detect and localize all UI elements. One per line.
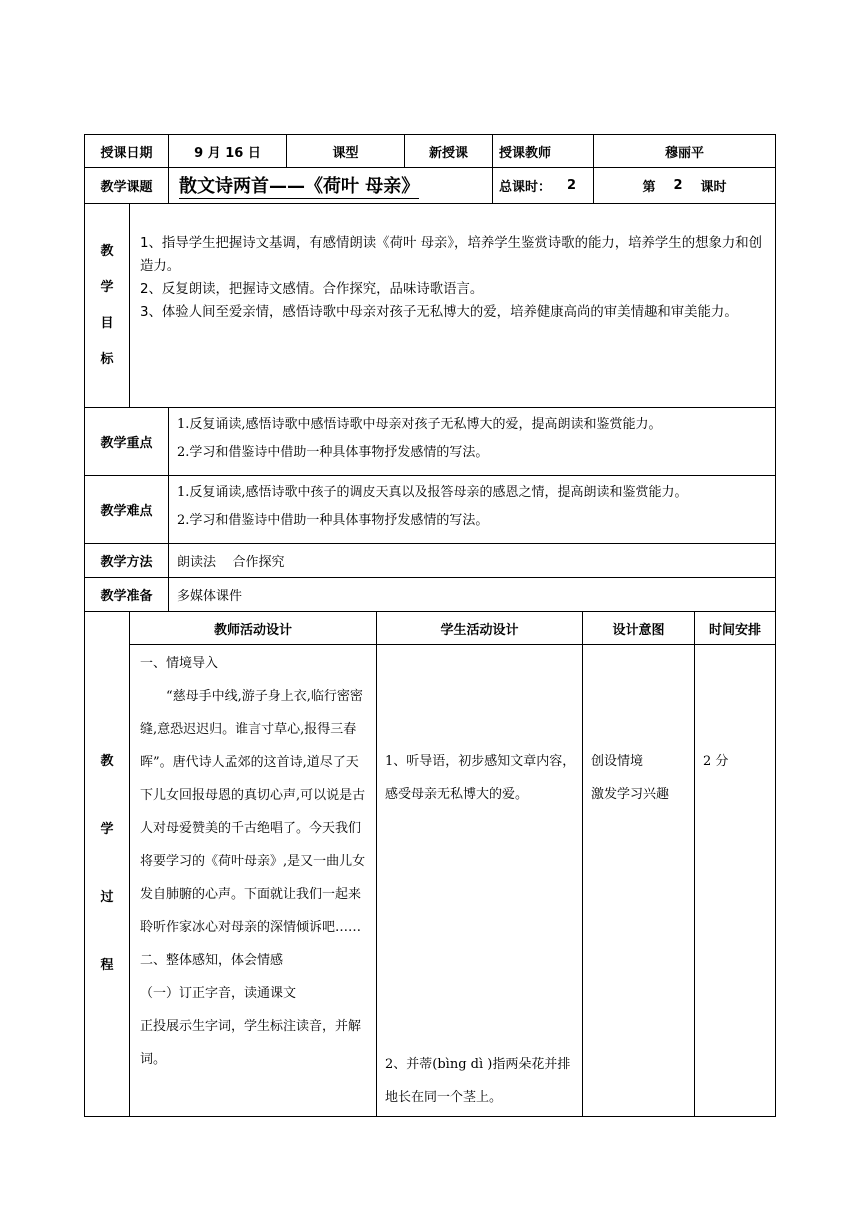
difficulties-label: 教学难点 — [85, 476, 169, 543]
topic-row — [84, 168, 776, 204]
teacher-value: 穆丽平 — [664, 145, 704, 161]
section-heading: 二、整体感知，体会情感 — [140, 953, 284, 968]
intent-line: 激发学习兴趣 — [591, 787, 670, 802]
design-intent — [583, 645, 695, 1116]
column-header: 时间安排 — [708, 622, 761, 638]
lesson-prefix: 第 — [642, 180, 656, 195]
objectives-row — [84, 204, 776, 408]
topic-title-cell — [169, 168, 493, 203]
key-point-item: 2.学习和借鉴诗中借助一种具体事物抒发感情的写法。 — [177, 445, 489, 460]
key-points-label: 教学重点 — [85, 408, 169, 475]
lesson-number-cell — [594, 168, 775, 203]
lesson-suffix: 课时 — [700, 180, 727, 195]
method-row — [84, 544, 776, 578]
process-label-char: 程 — [100, 958, 114, 973]
total-label: 总课时： — [499, 180, 552, 195]
objective-item: 3、体验人间至爱亲情，感悟诗歌中母亲对孩子无私博大的爱，培养健康高尚的审美情趣和审美能力。 — [140, 305, 738, 320]
column-header: 教师活动设计 — [130, 612, 377, 644]
total-value: 2 — [567, 178, 577, 193]
time-arrangement — [695, 645, 775, 1116]
process-header-row — [130, 612, 775, 645]
student-activity — [377, 645, 583, 1116]
student-item: 1、听导语，初步感知文章内容，感受母亲无私博大的爱。 — [385, 754, 576, 802]
difficulties-content — [169, 476, 775, 543]
process-content-row — [130, 645, 775, 1116]
subsection-text: 正投展示生字词，学生标注读音，并解词。 — [140, 1019, 362, 1067]
process-block — [84, 612, 776, 1117]
process-label-char: 学 — [100, 822, 114, 837]
method-label: 教学方法 — [85, 544, 169, 577]
date-value: 9 月 16 日 — [169, 135, 287, 167]
process-label — [85, 612, 130, 1116]
objectives-label-char: 学 — [100, 279, 114, 295]
objective-item: 1、指导学生把握诗文基调，有感情朗读《荷叶 母亲》，培养学生鉴赏诗歌的能力，培养学生的想象力和创造力。 — [140, 236, 763, 274]
type-label: 课型 — [287, 135, 405, 167]
type-value: 新授课 — [405, 135, 493, 167]
difficulties-row — [84, 476, 776, 544]
preparation-value: 多媒体课件 — [177, 589, 243, 604]
method-value: 朗读法 合作探究 — [177, 555, 285, 570]
topic-title: 散文诗两首——《荷叶 母亲》 — [179, 172, 419, 199]
date-label: 授课日期 — [85, 135, 169, 167]
objective-item: 2、反复朗读，把握诗文感情。合作探究，品味诗歌语言。 — [140, 282, 484, 297]
student-item: 2、并蒂(bìng dì )指两朵花并排地长在同一个茎上。 — [385, 1057, 571, 1105]
topic-label: 教学课题 — [85, 168, 169, 203]
total-lessons-cell — [493, 168, 594, 203]
objectives-label-char: 目 — [100, 315, 114, 331]
objectives-label-char: 标 — [100, 351, 114, 367]
teacher-label: 授课教师 — [493, 135, 594, 167]
objectives-label — [85, 204, 130, 407]
preparation-label: 教学准备 — [85, 578, 169, 611]
time-value: 2 分 — [703, 754, 729, 769]
teacher-activity — [130, 645, 377, 1116]
process-label-char: 教 — [100, 754, 114, 769]
column-header: 设计意图 — [583, 612, 695, 644]
intent-line: 创设情境 — [591, 754, 644, 769]
subsection-heading: （一）订正字音，读通课文 — [140, 986, 297, 1001]
section-heading: 一、情境导入 — [140, 656, 219, 671]
difficulty-item: 1.反复诵读,感悟诗歌中孩子的调皮天真以及报答母亲的感恩之情，提高朗读和鉴赏能力。 — [177, 485, 688, 500]
key-points-row — [84, 408, 776, 476]
column-header: 学生活动设计 — [377, 612, 583, 644]
lesson-number: 2 — [673, 178, 683, 193]
lesson-plan-table — [84, 134, 776, 1117]
key-points-content — [169, 408, 775, 475]
objectives-label-char: 教 — [100, 243, 114, 259]
intro-paragraph: “慈母手中线,游子身上衣,临行密密缝,意恐迟迟归。谁言寸草心,报得三春晖”。唐代诗人孟郊的这首诗,道尽了天下儿女回报母恩的真切心声,可以说是古人对母爱赞美的千古绝唱了。今天我们将要学习的《荷叶母亲》,是又一曲儿女发自肺腑的心声。下面就让我们一起来聆听作家冰心对母亲的深情倾诉吧…… — [140, 689, 366, 935]
process-label-char: 过 — [100, 890, 114, 905]
key-point-item: 1.反复诵读,感悟诗歌中感悟诗歌中母亲对孩子无私博大的爱，提高朗读和鉴赏能力。 — [177, 417, 662, 432]
header-row — [84, 134, 776, 168]
objectives-content — [130, 204, 775, 407]
difficulty-item: 2.学习和借鉴诗中借助一种具体事物抒发感情的写法。 — [177, 513, 489, 528]
preparation-row — [84, 578, 776, 612]
